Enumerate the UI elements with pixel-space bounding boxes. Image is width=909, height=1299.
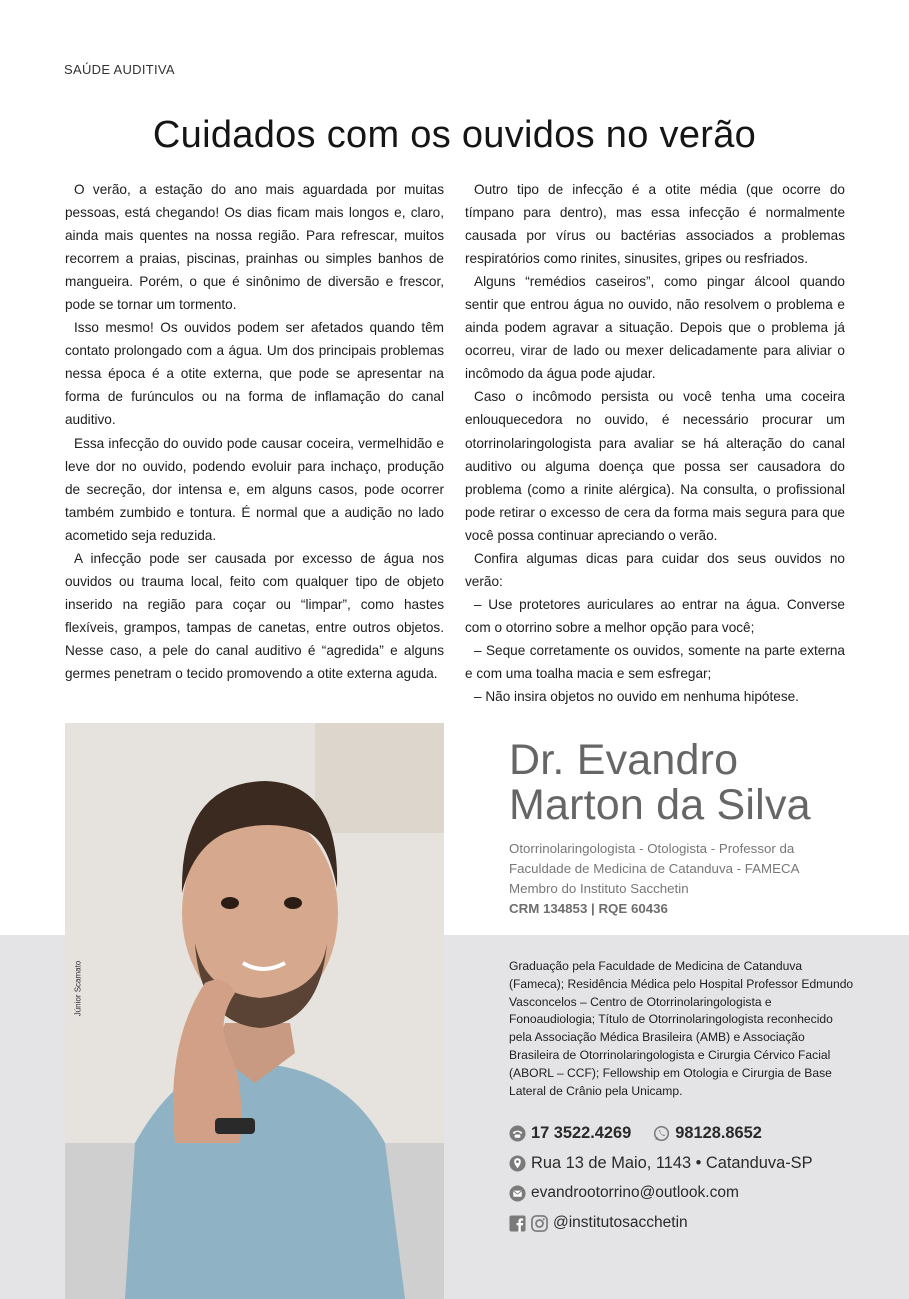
paragraph: Alguns “remédios caseiros”, como pingar álcool quando sentir que entrou água no ouvido, não resolvem o problema e ainda podem agravar a situação. Depois que o problema já ocorreu, virar de lado ou mexer delicadamente para aliviar o incômodo da água pode ajudar. xyxy=(465,274,845,382)
photo-credit xyxy=(66,962,88,1022)
address-text: Rua 13 de Maio, 1143 • Catanduva-SP xyxy=(531,1154,813,1172)
paragraph: A infecção pode ser causada por excesso de água nos ouvidos ou trauma local, feito com qualquer tipo de objeto inserido na região para coçar ou “limpar”, como hastes flexíveis, grampos, tampas de canetas, entre outros objetos. Nesse caso, a pele do canal auditivo é “agredida” e alguns germes penetram o tecido promovendo a otite externa aguda. xyxy=(65,550,444,681)
article-title: Cuidados com os ouvidos no verão xyxy=(152,114,757,156)
paragraph: Caso o incômodo persista ou você tenha uma coceira enlouquecedora no ouvido, é necessário procurar um otorrinolaringologista para avaliar se há alteração do canal auditivo ou alguma doença que possa ser causadora do problema (como a rinite alérgica). Na consulta, o profissional pode retirar o excesso de cera da forma mais segura para que você possa continuar apreciando o verão. xyxy=(465,389,845,543)
paragraph: O verão, a estação do ano mais aguardada por muitas pessoas, está chegando! Os dias ficam mais longos e, claro, ainda mais quentes na nossa região. Para refrescar, muitos recorrem a praias, piscinas, prainhas ou simples banhos de mangueira. Porém, o que é sinônimo de diversão e frescor, pode se tornar um tormento. xyxy=(65,182,444,313)
article-column-left xyxy=(65,178,444,685)
section-tag: SAÚDE AUDITIVA xyxy=(64,62,175,77)
social-handle[interactable]: @institutosacchetin xyxy=(553,1214,688,1231)
email-icon xyxy=(509,1185,526,1202)
paragraph: Confira algumas dicas para cuidar dos seus ouvidos no verão: xyxy=(465,550,845,589)
address-row xyxy=(509,1154,813,1173)
whatsapp-icon xyxy=(653,1125,670,1142)
phone-number[interactable]: 17 3522.4269 xyxy=(531,1124,632,1142)
specialty-line: Otorrinolaringologista - Otologista - Professor da xyxy=(509,841,795,856)
social-row xyxy=(509,1214,688,1232)
doctor-bio: Graduação pela Faculdade de Medicina de Catanduva (Fameca); Residência Médica pelo Hospital Professor Edmundo Vasconcelos – Centro de Otorrinolaringologista e Fonoaudiologia; Título de Otorrinolaringologista reconhecido pela Associação Médica Brasileira (AMB) e Associação Brasileira de Otorrinolaringologista e Cirurgia Cérvico Facial (ABORL – CCF); Fellowship em Otologia e Cirurgia de Base Lateral de Crânio pela Unicamp. xyxy=(509,959,854,1098)
doctor-photo xyxy=(65,723,444,1299)
telephone-icon xyxy=(509,1125,526,1142)
tip-item: – Seque corretamente os ouvidos, somente na parte externa e com uma toalha macia e sem esfregar; xyxy=(465,642,845,681)
email-link[interactable]: evandrootorrino@outlook.com xyxy=(531,1184,739,1201)
doctor-specialty xyxy=(509,839,859,919)
tip-item: – Não insira objetos no ouvido em nenhuma hipótese. xyxy=(474,689,799,705)
doctor-name-line1: Dr. Evandro xyxy=(509,736,739,784)
paragraph: Isso mesmo! Os ouvidos podem ser afetados quando têm contato prolongado com a água. Um dos principais problemas nessa época é a otite externa, que pode se apresentar na forma de furúnculos ou na forma de inflamação do canal auditivo. xyxy=(65,320,444,428)
doctor-name-line2: Marton da Silva xyxy=(509,781,811,829)
doctor-photo-illustration xyxy=(65,723,444,1299)
paragraph: Essa infecção do ouvido pode causar coceira, vermelhidão e leve dor no ouvido, podendo evoluir para inchaço, produção de secreção, dor intensa e, em alguns casos, pode ocorrer também zumbido e tontura. É normal que a audição no lado acometido seja reduzida. xyxy=(65,435,444,543)
phone-row xyxy=(509,1124,762,1143)
location-pin-icon xyxy=(509,1155,526,1172)
facebook-icon[interactable] xyxy=(509,1215,526,1232)
tip-item: – Use protetores auriculares ao entrar na água. Converse com o otorrino sobre a melhor opção para você; xyxy=(465,596,845,635)
crm-number: CRM 134853 | RQE 60436 xyxy=(509,901,668,916)
whatsapp-number[interactable]: 98128.8652 xyxy=(675,1124,762,1142)
doctor-name xyxy=(509,738,889,828)
paragraph: Outro tipo de infecção é a otite média (que ocorre do tímpano para dentro), mas essa infecção é normalmente causada por vírus ou bactérias associados a problemas respiratórios como rinites, sinusites, gripes ou resfriados. xyxy=(465,182,845,267)
article-column-right xyxy=(465,178,845,708)
specialty-line: Membro do Instituto Sacchetin xyxy=(509,881,689,896)
email-row xyxy=(509,1184,739,1202)
photo-credit-text: Júnior Scamato xyxy=(73,960,83,1017)
specialty-line: Faculdade de Medicina de Catanduva - FAMECA xyxy=(509,861,800,876)
instagram-icon[interactable] xyxy=(531,1215,548,1232)
